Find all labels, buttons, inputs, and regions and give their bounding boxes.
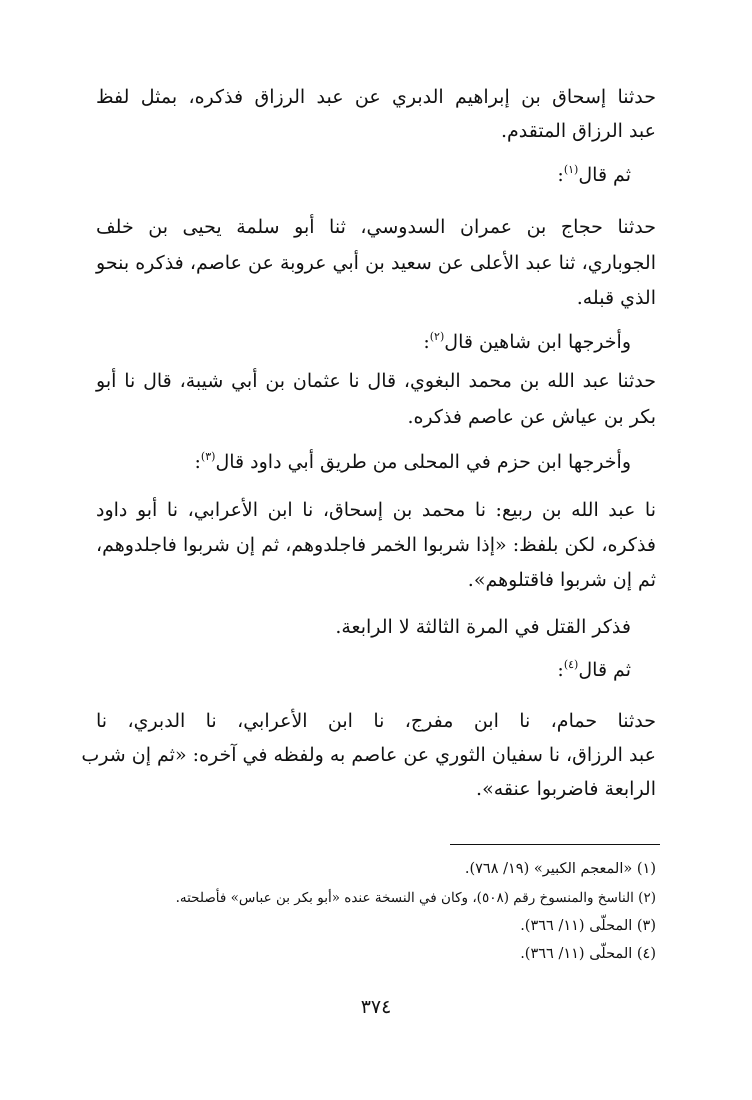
paragraph-line: عبد الرزاق المتقدم. [500, 120, 656, 142]
footnote: (١) «المعجم الكبير» (١٩/ ٧٦٨). [464, 861, 656, 877]
footnote: (٤) المحلّى (١١/ ٣٦٦). [520, 946, 656, 962]
paragraph-line: بكر بن عياش عن عاصم فذكره. [407, 406, 656, 428]
page-number: ٣٧٤ [360, 996, 392, 1018]
paragraph-line: حدثنا عبد الله بن محمد البغوي، قال نا عثمان بن أبي شيبة، قال نا أبو [96, 370, 656, 392]
footnote: (٢) الناسخ والمنسوخ رقم (٥٠٨)، وكان في النسخة عنده «أبو بكر بن عباس» فأصلحته. [175, 890, 656, 906]
paragraph-line [195, 447, 631, 477]
text-run: وأخرجها ابن حزم في المحلى من طريق أبي داود قال [215, 451, 631, 473]
text-run: : [423, 331, 430, 353]
footnote-ref: (١) [563, 163, 579, 176]
paragraph-line: حدثنا حمام، نا ابن مفرج، نا ابن الأعرابي، نا الدبري، نا [96, 710, 656, 732]
paragraph-line: الجوباري، ثنا عبد الأعلى عن سعيد بن أبي عروبة عن عاصم، فذكره بنحو [96, 252, 656, 274]
text-run: ثم قال [578, 659, 631, 681]
text-run: : [557, 164, 564, 186]
text-run: : [557, 659, 564, 681]
footnote-ref: (٣) [200, 450, 216, 463]
paragraph-line: حدثنا إسحاق بن إبراهيم الدبري عن عبد الرزاق فذكره، بمثل لفظ [96, 86, 656, 108]
paragraph-line: فذكره، لكن بلفظ: «إذا شربوا الخمر فاجلدوهم، ثم إن شربوا فاجلدوهم، [96, 534, 656, 556]
footnote: (٣) المحلّى (١١/ ٣٦٦). [520, 918, 656, 934]
footnote-separator [450, 844, 660, 845]
text-run: ثم قال [578, 164, 631, 186]
footnote-ref: (٤) [563, 658, 579, 671]
paragraph-line: فذكر القتل في المرة الثالثة لا الرابعة. [335, 616, 631, 638]
text-run: : [194, 451, 201, 473]
text-run: وأخرجها ابن شاهين قال [444, 331, 631, 353]
paragraph-line: ثم إن شربوا فاقتلوهم». [467, 569, 656, 591]
paragraph-line: نا عبد الله بن ربيع: نا محمد بن إسحاق، نا ابن الأعرابي، نا أبو داود [96, 499, 656, 521]
paragraph-line: عبد الرزاق، نا سفيان الثوري عن عاصم به ولفظه في آخره: «ثم إن شرب [81, 744, 656, 766]
paragraph-line [423, 327, 631, 357]
paragraph-line [557, 160, 631, 190]
paragraph-line [557, 655, 631, 685]
paragraph-line: الذي قبله. [576, 287, 656, 309]
paragraph-line: حدثنا حجاج بن عمران السدوسي، ثنا أبو سلمة يحيى بن خلف [96, 216, 656, 238]
footnote-ref: (٢) [429, 330, 445, 343]
paragraph-line: الرابعة فاضربوا عنقه». [476, 778, 656, 800]
